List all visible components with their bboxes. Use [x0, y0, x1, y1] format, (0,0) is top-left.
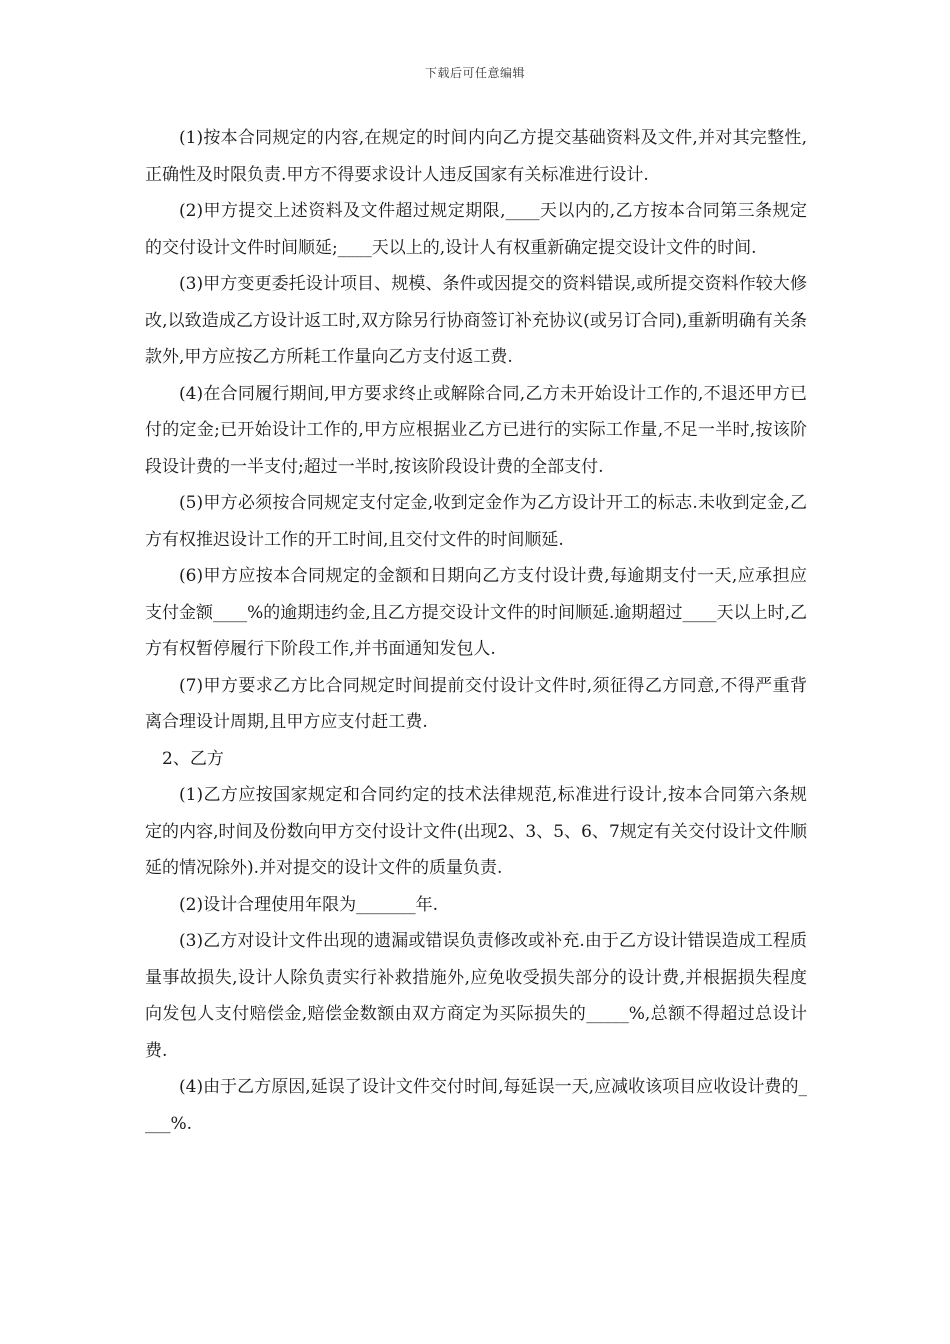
clause-paragraph: (1)乙方应按国家规定和合同约定的技术法律规范,标准进行设计,按本合同第六条规定的内容,时间及份数向甲方交付设计文件(出现2、3、5、6、7规定有关交付设计文件顺延的情况除外).并对提交的设计文件的质量负责. [145, 785, 807, 878]
clause-paragraph: (6)甲方应按本合同规定的金额和日期向乙方支付设计费,每逾期支付一天,应承担应支付金额____%的逾期违约金,且乙方提交设计文件的时间顺延.逾期超过____天以上时,乙方有权暂停履行下阶段工作,并书面通知发包人. [145, 566, 807, 659]
clause-paragraph: (2)设计合理使用年限为_______年. [179, 894, 438, 915]
page-header: 下载后可任意编辑 [424, 66, 525, 80]
document-body [145, 120, 807, 1142]
clause-paragraph: (3)甲方变更委托设计项目、规模、条件或因提交的资料错误,或所提交资料作较大修改,以致造成乙方设计返工时,双方除另行协商签订补充协议(或另订合同),重新明确有关条款外,甲方应按乙方所耗工作量向乙方支付返工费. [145, 274, 807, 367]
section-heading: 2、乙方 [162, 748, 224, 769]
clause-paragraph: (4)在合同履行期间,甲方要求终止或解除合同,乙方未开始设计工作的,不退还甲方已付的定金;已开始设计工作的,甲方应根据业乙方已进行的实际工作量,不足一半时,按该阶段设计费的一半支付;超过一半时,按该阶段设计费的全部支付. [145, 383, 807, 477]
clause-paragraph: (2)甲方提交上述资料及文件超过规定期限,____天以内的,乙方按本合同第三条规定的交付设计文件时间顺延;____天以上的,设计人有权重新确定提交设计文件的时间. [145, 201, 807, 258]
clause-paragraph: (1)按本合同规定的内容,在规定的时间内向乙方提交基础资料及文件,并对其完整性,正确性及时限负责.甲方不得要求设计人违反国家有关标准进行设计. [145, 128, 807, 185]
clause-paragraph: (4)由于乙方原因,延误了设计文件交付时间,每延误一天,应减收该项目应收设计费的____%. [145, 1077, 807, 1134]
clause-paragraph: (7)甲方要求乙方比合同规定时间提前交付设计文件时,须征得乙方同意,不得严重背离合理设计周期,且甲方应支付赶工费. [145, 675, 807, 732]
clause-paragraph: (3)乙方对设计文件出现的遗漏或错误负责修改或补充.由于乙方设计错误造成工程质量事故损失,设计人除负责实行补救措施外,应免收受损失部分的设计费,并根据损失程度向发包人支付赔偿金,赔偿金数额由双方商定为买际损失的_____%,总额不得超过总设计费. [145, 931, 807, 1061]
clause-paragraph: (5)甲方必须按合同规定支付定金,收到定金作为乙方设计开工的标志.未收到定金,乙方有权推迟设计工作的开工时间,且交付文件的时间顺延. [145, 493, 807, 550]
